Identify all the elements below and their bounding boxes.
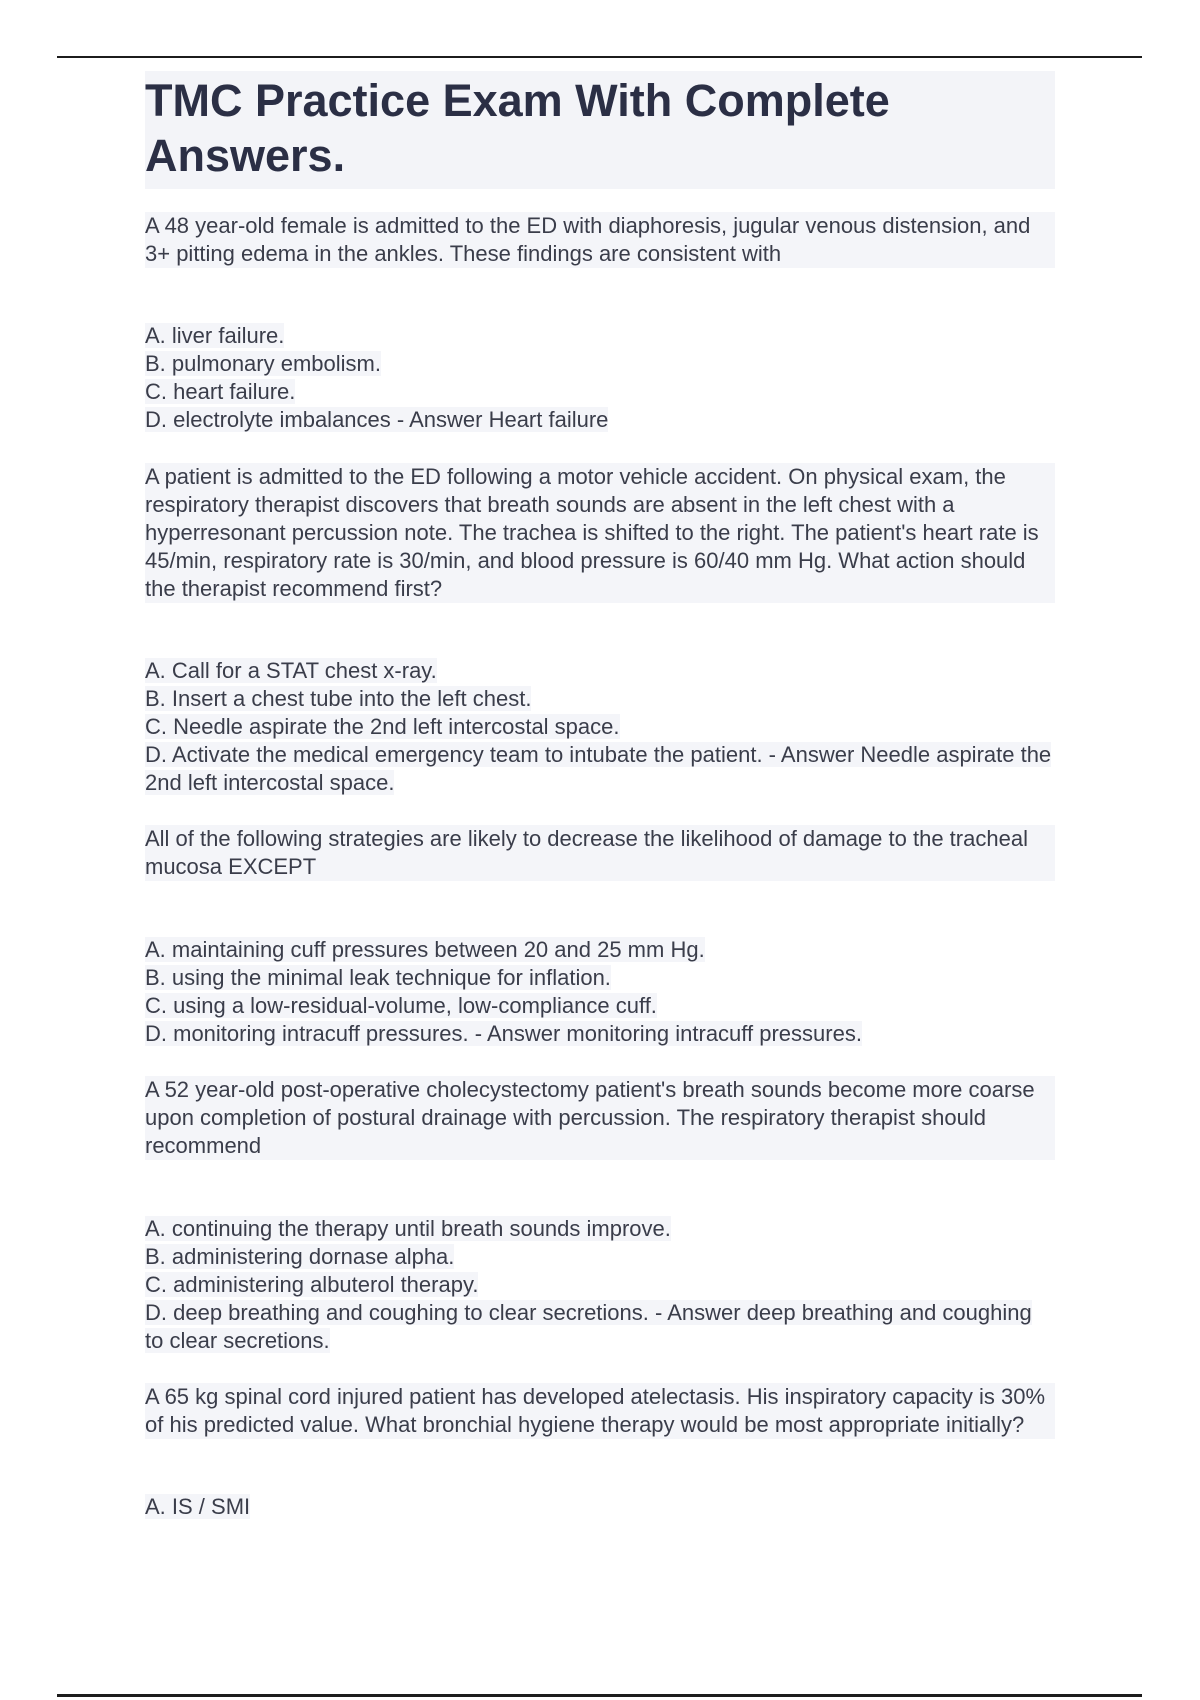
page-title: TMC Practice Exam With Complete Answers. [145,75,890,181]
question-stem: All of the following strategies are likely to decrease the likelihood of damage to the tracheal mucosa EXCEPT [145,825,1055,881]
option: A. Call for a STAT chest x-ray. [145,658,437,683]
option: B. administering dornase alpha. [145,1244,455,1269]
option: A. continuing the therapy until breath sounds improve. [145,1216,671,1241]
option-answer: D. monitoring intracuff pressures. - Answer monitoring intracuff pressures. [145,1021,862,1046]
option: C. Needle aspirate the 2nd left intercostal space. [145,714,620,739]
option: C. administering albuterol therapy. [145,1272,479,1297]
question-options [145,936,1055,1048]
option-answer: D. deep breathing and coughing to clear secretions. - Answer deep breathing and coughing to clear secretions. [145,1300,1032,1353]
option: A. maintaining cuff pressures between 20 and 25 mm Hg. [145,937,705,962]
document-page [145,71,1055,1521]
question-options [145,1215,1055,1355]
question-5 [145,1383,1055,1521]
option: B. using the minimal leak technique for inflation. [145,965,611,990]
top-rule [57,56,1142,58]
option: C. using a low-residual-volume, low-compliance cuff. [145,993,657,1018]
question-3 [145,825,1055,1048]
question-1 [145,212,1055,434]
question-stem: A 48 year-old female is admitted to the ED with diaphoresis, jugular venous distension, and 3+ pitting edema in the ankles. These findings are consistent with [145,212,1055,268]
option-answer: D. electrolyte imbalances - Answer Heart failure [145,407,609,432]
option-answer: D. Activate the medical emergency team to intubate the patient. - Answer Needle aspirate the 2nd left intercostal space. [145,742,1052,795]
option: B. Insert a chest tube into the left chest. [145,686,532,711]
title-block [145,71,1055,189]
question-2 [145,463,1055,797]
option: A. liver failure. [145,323,285,348]
question-stem: A patient is admitted to the ED following a motor vehicle accident. On physical exam, the respiratory therapist discovers that breath sounds are absent in the left chest with a hyperresonant percussion note. The trachea is shifted to the right. The patient's heart rate is 45/min, respiratory rate is 30/min, and blood pressure is 60/40 mm Hg. What action should the therapist recommend first? [145,463,1055,603]
option: B. pulmonary embolism. [145,351,381,376]
option: A. IS / SMI [145,1494,251,1519]
option: C. heart failure. [145,379,296,404]
question-stem: A 65 kg spinal cord injured patient has developed atelectasis. His inspiratory capacity is 30% of his predicted value. What bronchial hygiene therapy would be most appropriate initially? [145,1383,1055,1439]
question-4 [145,1076,1055,1355]
question-options [145,657,1055,797]
question-stem: A 52 year-old post-operative cholecystectomy patient's breath sounds become more coarse upon completion of postural drainage with percussion. The respiratory therapist should recommend [145,1076,1055,1160]
question-options [145,1493,1055,1521]
bottom-rule [57,1694,1142,1697]
question-options [145,322,1055,434]
